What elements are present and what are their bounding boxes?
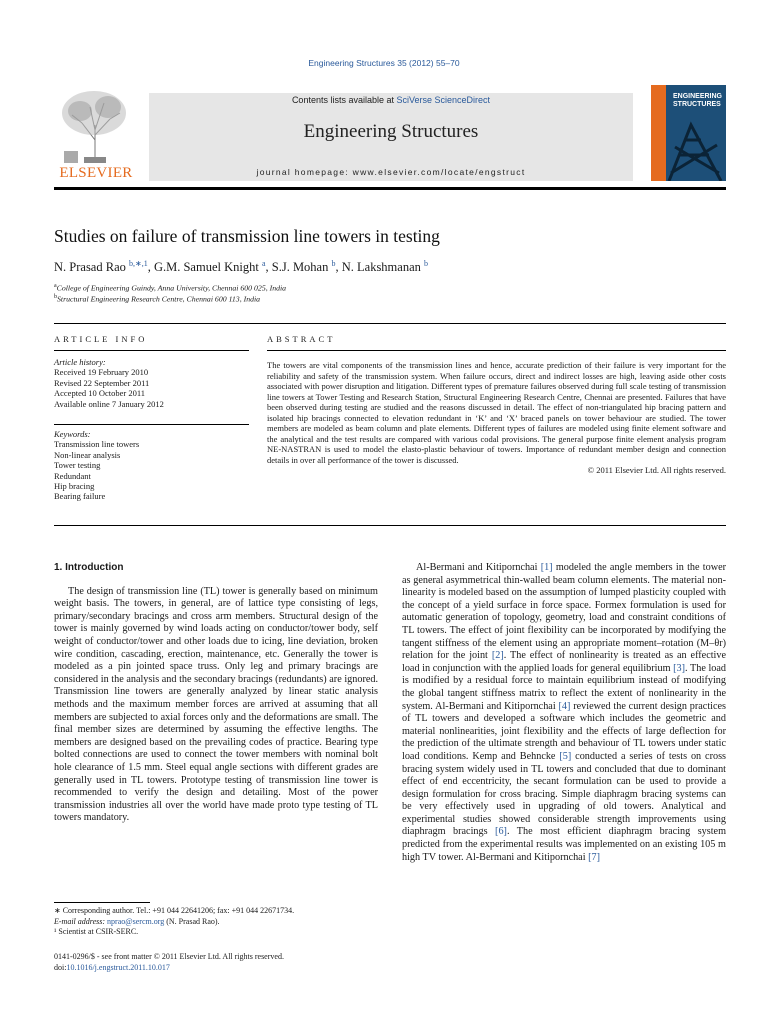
body-left-column (54, 562, 378, 825)
keywords-label: Keywords: (54, 429, 91, 439)
reference-link[interactable]: [3] (673, 662, 686, 674)
corresponding-author-note: ∗ Corresponding author. Tel.: +91 044 22641206; fax: +91 044 22671734. (54, 906, 295, 915)
text-run: reviewed the current design practices of TL towers and developed a software which includes the geometric and material nonlinearities, joint flexibility and the effects of large deflection for the prediction of the ultimate strength and behaviour of TL towers under static load conditions. Kemp and Behncke (402, 700, 726, 762)
author-name: S.J. Mohan (271, 260, 329, 275)
journal-title: Engineering Structures (303, 121, 479, 142)
abstract-heading: ABSTRACT (267, 334, 336, 344)
history-item: Available online 7 January 2012 (54, 398, 164, 409)
author-affiliation-mark[interactable]: a (261, 259, 266, 268)
footnote-rule (54, 902, 150, 903)
contents-line (149, 95, 633, 105)
email-link[interactable]: nprao@sercm.org (107, 916, 165, 926)
email-note (54, 917, 384, 928)
reference-link[interactable]: [4] (558, 700, 571, 712)
cover-title-line-2: STRUCTURES (673, 101, 721, 108)
author[interactable] (272, 260, 336, 274)
author-separator: , (335, 260, 342, 275)
history-item: Accepted 10 October 2011 (54, 388, 146, 399)
keywords-rule (54, 424, 249, 425)
elsevier-tree-icon (54, 85, 136, 165)
journal-cover-image (651, 85, 726, 181)
affiliation-mark: b (54, 294, 57, 300)
keyword: Transmission line towers (54, 439, 140, 450)
article-info-heading: ARTICLE INFO (54, 334, 148, 344)
author[interactable] (54, 260, 148, 274)
article-title: Studies on failure of transmission line towers in testing (54, 226, 440, 246)
journal-citation[interactable]: Engineering Structures 35 (2012) 55–70 (308, 58, 460, 68)
author-name: N. Lakshmanan (341, 260, 421, 275)
article-history (54, 357, 249, 409)
keywords (54, 429, 249, 502)
article-info-rule (54, 350, 249, 351)
affiliation-text: Structural Engineering Research Centre, Chennai 600 113, India (57, 294, 261, 304)
abstract-text: The towers are vital components of the transmission lines and hence, accurate prediction of their failure is very important for the reliability and safety of the transmission system. When failure occurs, direct and indirect losses are high, leaving aside other costs associated with power disruption and litigation. Different types of premature failures observed during full scale testing of transmission line towers at Tower Testing and Research Station, Structural Engineering Research Centre, Chennai are presented. Failures that have been observed during testing are studied and the reasons discussed in detail. The effect of non-triangulated hip bracing pattern and isolated hip bracings connected to elevation redundant in ‘K’ and ‘X’ braced panels on tower behaviour are studied. The tower members are modeled as beam column and plate elements. Different types of failures are modeled using finite element software and the analytical and the test results are compared with various codal provisions. The general purpose finite element analysis program NE-NASTRAN is used to model the elasto-plastic behaviour of towers. Importance of redundant member design and connection details in over all performance of the tower is discussed. (267, 360, 726, 465)
body-paragraph: The design of transmission line (TL) tower is generally based on minimum weight basis. The towers, in general, are of lattice type consisting of legs, primary/secondary bracings and cross arm members. Structural design of the tower is mainly governed by wind loads acting on conductor/tower body, self weight of conductor/tower and other loads due to icing, line deviation, broken wire condition, cascading, erection, maintenance, etc. Generally the tower is modeled as a pin jointed space truss. Only leg and primary bracings are considered in the analysis and the secondary bracings (redundants) are ignored. Transmission line towers are generally analyzed by linear static analysis methods and the maximum member forces are arrived at assuming that all members are subjected to axial forces only and the deformations are small. The final member sizes are determined by assuming the effective lengths. The members are designed based on the prevailing codes of practice. Bearing type bolted connections are used to connect the tower members with nominal bolt hole clearance of 1.5 mm. Steel equal angle sections with different grades are generally used in TL towers. Prototype testing of transmission line tower is recommended to verify the design and detailing. Most of the power transmission industries all over the world have made proto type testing of TL towers mandatory. (54, 585, 378, 824)
section-heading: 1. Introduction (54, 562, 124, 573)
keyword: Tower testing (54, 460, 101, 471)
email-suffix: (N. Prasad Rao). (164, 916, 220, 926)
history-label: Article history: (54, 357, 106, 367)
email-label: E-mail address: (54, 916, 108, 926)
keyword: Hip bracing (54, 481, 95, 492)
author-affiliation-mark[interactable]: b (331, 259, 336, 268)
section-rule (54, 323, 726, 324)
reference-link[interactable]: [2] (491, 650, 504, 662)
affiliation (54, 283, 726, 293)
author-affiliation-mark[interactable]: b (424, 259, 429, 268)
abstract-rule (267, 350, 726, 351)
text-run: conducted a series of tests on cross bracing system widely used in TL towers and concluded that due to dominant effect of end eccentricity, the secant formulation can be used to provide a design formulation for cross bracing. Simple diaphragm bracing systems can be very effectively used in upgrading of old towers. Analytical and experimental studies showed considerable strength improvements using diaphragm bracings (402, 750, 726, 838)
affiliation-mark: a (54, 283, 57, 289)
author-list (54, 259, 726, 275)
journal-homepage[interactable]: journal homepage: www.elsevier.com/locate/engstruct (256, 167, 526, 177)
publisher-name: ELSEVIER (59, 165, 133, 181)
text-run: . The load is modified by a residual force to maintain equilibrium instead of modifying the global tangent stiffness matrix to reflect the extent of nonlinearity in the system. Al-Bermani and Kitipornchai (402, 662, 726, 712)
text-run: . The effect of nonlinearity is treated as an effective load in conjunction with the applied loads for general equilibrium (402, 650, 726, 674)
issn-line: 0141-0296/$ - see front matter © 2011 Elsevier Ltd. All rights reserved. (54, 952, 284, 961)
affiliation (54, 294, 726, 304)
author-separator: , (147, 260, 154, 275)
history-item: Revised 22 September 2011 (54, 377, 150, 388)
abstract-copyright: © 2011 Elsevier Ltd. All rights reserved. (587, 465, 726, 475)
bottom-matter (54, 952, 454, 973)
author-name: N. Prasad Rao (54, 260, 126, 275)
abstract (267, 360, 726, 476)
keyword: Redundant (54, 470, 91, 481)
affiliation-text: College of Engineering Guindy, Anna University, Chennai 600 025, India (56, 283, 287, 293)
keyword: Non-linear analysis (54, 449, 121, 460)
history-item: Received 19 February 2010 (54, 367, 149, 378)
cover-title-line-1: ENGINEERING (673, 93, 723, 100)
text-run: modeled the angle members in the tower as general asymmetrical thin-walled beam column elements. The material non-linearity is modeled based on the assumption of lumped plasticity coupled with the concept of a yield surface in force space. Formex formulation is used for automatic generation of topology, geometry, load and constraint conditions of TL towers. The effect of joint flexibility can be incorporated by modifying the tangent stiffness of the element using an appropriate moment–rotation (M–θr) relation for the joint (402, 562, 726, 662)
doi-link[interactable]: 10.1016/j.engstruct.2011.10.017 (66, 962, 170, 972)
author[interactable] (342, 260, 428, 274)
author-name: G.M. Samuel Knight (153, 260, 259, 275)
reference-link[interactable]: [5] (559, 750, 572, 762)
author-footnote: ¹ Scientist at CSIR-SERC. (54, 927, 139, 936)
reference-link[interactable]: [6] (495, 826, 507, 838)
doi-prefix: doi: (54, 962, 67, 972)
banner-rule (54, 187, 726, 190)
journal-info-box (149, 93, 633, 181)
author-separator: , (265, 260, 272, 275)
journal-banner (54, 85, 726, 186)
keyword: Bearing failure (54, 491, 106, 502)
sciencedirect-link[interactable]: SciVerse ScienceDirect (396, 95, 491, 105)
footnotes (54, 906, 384, 938)
body-paragraph (402, 562, 726, 864)
contents-prefix: Contents lists available at (291, 95, 397, 105)
text-run: Al-Bermani and Kitipornchai (416, 562, 541, 573)
text-run: . The most efficient diaphragm bracing system predicted from the experimental results was implemented on an existing 105 m high TV tower. Al-Bermani and Kitipornchai (402, 826, 726, 863)
elsevier-logo (54, 85, 136, 185)
doi-line (54, 963, 454, 974)
author-affiliation-mark[interactable]: b,∗,1 (129, 259, 148, 268)
body-right-column (402, 562, 726, 864)
author[interactable] (154, 260, 266, 274)
reference-link[interactable]: [1] (540, 562, 553, 573)
cover-title (673, 93, 722, 109)
abstract-bottom-rule (54, 525, 726, 526)
reference-link[interactable]: [7] (588, 851, 600, 863)
